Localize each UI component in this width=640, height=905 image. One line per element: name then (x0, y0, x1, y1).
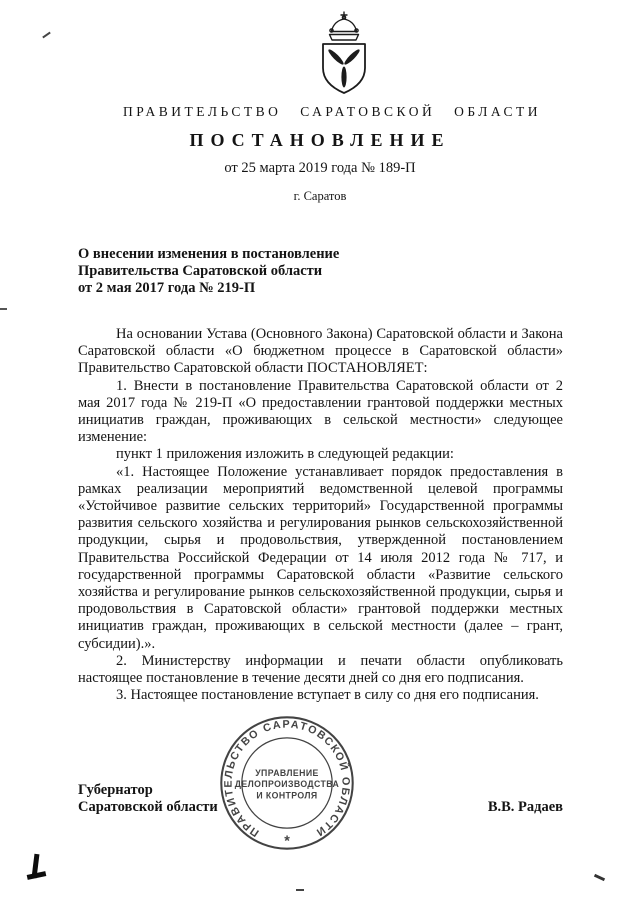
emblem-container (24, 8, 640, 100)
body-text (78, 326, 563, 704)
place-line: г. Саратов (293, 189, 347, 203)
body-paragraph: 3. Настоящее постановление вступает в силу со дня его подписания. (116, 687, 539, 704)
body-paragraph: На основании Устава (Основного Закона) Саратовской области и Закона Саратовской области «О бюджетном процессе в Саратовской области» Правительство Саратовской области ПОСТАНОВЛЯЕТ: (78, 326, 563, 377)
stamp-inner-line: И КОНТРОЛЯ (256, 790, 318, 801)
body-paragraph: 1. Внести в постановление Правительства Саратовской области от 2 мая 2017 года № 219-П «О предоставлении грантовой поддержки местных инициатив граждан, проживающих в сельской местности» следующее изменение: (78, 377, 563, 446)
signatory-post-line1: Губернатор (78, 782, 153, 798)
scan-artifact (296, 889, 304, 891)
official-stamp (210, 706, 364, 860)
stamp-seal-icon (210, 706, 364, 860)
body-paragraph: 2. Министерству информации и печати области опубликовать настоящее постановление в течение десяти дней со дня его подписания. (78, 652, 563, 687)
subject-line: Правительства Саратовской области (78, 263, 323, 279)
signatory-post-line2: Саратовской области (78, 799, 218, 815)
stamp-star: * (284, 833, 290, 850)
scan-artifact (594, 874, 605, 881)
stamp-inner-line: УПРАВЛЕНИЕ (255, 767, 319, 778)
body-paragraph: «1. Настоящее Положение устанавливает порядок предоставления в рамках реализации мероприятий ведомственной целевой программы «Устойчивое развитие сельских территорий» Государственной программы развития сельского хозяйства и регулирования рынков сельскохозяйственной продукции, сырья и продовольствия, утвержденной постановлением Правительства Российской Федерации от 14 июля 2012 года № 717, и государственной программы Саратовской области «Развитие сельского хозяйства и регулирование рынков сельскохозяйственной продукции, сырья и продовольствия в Саратовской области» грантовой поддержки местных инициатив граждан, проживающих в сельской местности (далее – грант, субсидии).». (78, 463, 563, 652)
document-type-title: ПОСТАНОВЛЕНИЕ (189, 130, 451, 150)
stamp-inner-line: ДЕЛОПРОИЗВОДСТВА (234, 779, 340, 790)
stamp-ring-text: ПРАВИТЕЛЬСТВО САРАТОВСКОЙ ОБЛАСТИ (222, 718, 352, 839)
scan-artifact (0, 308, 7, 310)
signatory-post (78, 782, 218, 816)
signatory-name: В.В. Радаев (487, 799, 563, 815)
subject-block (78, 246, 563, 297)
subject-line: от 2 мая 2017 года № 219-П (78, 280, 256, 296)
date-number-line: от 25 марта 2019 года № 189-П (224, 160, 416, 176)
subject-line: О внесении изменения в постановление (78, 246, 340, 262)
issuing-authority: ПРАВИТЕЛЬСТВО САРАТОВСКОЙ ОБЛАСТИ (123, 104, 541, 119)
scan-artifact (27, 871, 47, 880)
saratov-coat-of-arms-icon (308, 8, 380, 100)
body-paragraph: пункт 1 приложения изложить в следующей редакции: (116, 446, 454, 463)
